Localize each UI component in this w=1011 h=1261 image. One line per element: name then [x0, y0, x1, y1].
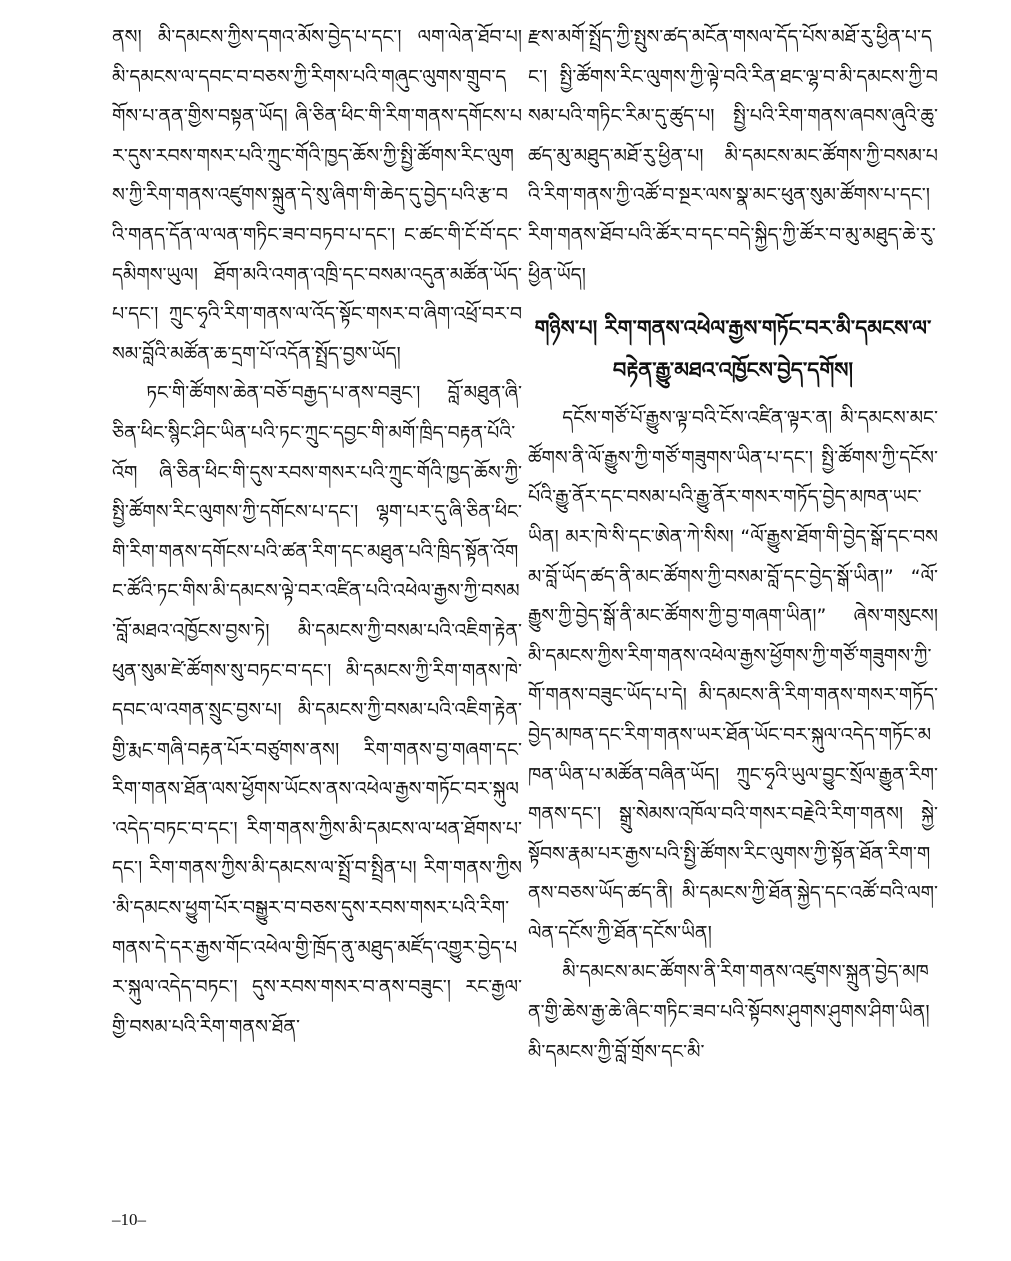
left-text-column [112, 18, 522, 1198]
body-paragraph-4: དངོས་གཙོ་པོ་རྒྱུས་ལྟ་བའི་ངོས་འཛིན་ལྟར་ན། མི་དམངས་མང་ཚོགས་ནི་ལོ་རྒྱུས་ཀྱི་གཙོ་གཟུགས་ཡིན་པ་དང་། སྤྱི་ཚོགས་ཀྱི་དངོས་པོའི་རྒྱུ་ནོར་དང་བསམ་པའི་རྒྱུ་ནོར་གསར་གཏོད་བྱེད་མཁན་ཡང་ཡིན། མར་ཁེ་སི་དང་ཨེན་ཀེ་སིས། “ལོ་རྒྱུས་ཐོག་གི་བྱེད་སྒོ་དང་བསམ་བློ་ཡོད་ཚད་ནི་མང་ཚོགས་ཀྱི་བསམ་བློ་དང་བྱེད་སྒོ་ཡིན།” “ལོ་རྒྱུས་ཀྱི་བྱེད་སྒོ་ནི་མང་ཚོགས་ཀྱི་བྱ་གཞག་ཡིན།” ཞེས་གསུངས། མི་དམངས་ཀྱིས་རིག་གནས་འཕེལ་རྒྱས་ཕྱོགས་ཀྱི་གཙོ་གཟུགས་ཀྱི་གོ་གནས་བཟུང་ཡོད་པ་དེ། མི་དམངས་ནི་རིག་གནས་གསར་གཏོད་བྱེད་མཁན་དང་རིག་གནས་ཡར་ཐོན་ཡོང་བར་སྐུལ་འདེད་གཏོང་མཁན་ཡིན་པ་མཚོན་བཞིན་ཡོད། ཀྲུང་ཧྭའི་ཡུལ་བྱུང་སྲོལ་རྒྱུན་རིག་གནས་དང་། སྒྲུ་སེམས་འཁོལ་བའི་གསར་བརྗེའི་རིག་གནས། སྐྱེ་སྟོབས་རྣམ་པར་རྒྱས་པའི་སྤྱི་ཚོགས་རིང་ལུགས་ཀྱི་སྟོན་ཐོན་རིག་གནས་བཅས་ཡོད་ཚད་ནི། མི་དམངས་ཀྱི་ཐོན་སྐྱེད་དང་འཚོ་བའི་ལག་ལེན་དངོས་ཀྱི་ཐོན་དངོས་ཡིན། [528, 407, 938, 944]
right-text-column [528, 18, 938, 1198]
body-paragraph-5: མི་དམངས་མང་ཚོགས་ནི་རིག་གནས་འཛུགས་སྐྲུན་བྱེད་མཁན་གྱི་ཆེས་རྒྱ་ཆེ་ཞིང་གཏིང་ཟབ་པའི་སྟོབས་ཤུགས་ཤུགས་ཤིག་ཡིན། མི་དམངས་ཀྱི་བློ་གྲོས་དང་མི་ [528, 961, 930, 1063]
page-number: –10– [112, 1210, 146, 1229]
body-paragraph-1: ནས། མི་དམངས་ཀྱིས་དགའ་མོས་བྱེད་པ་དང་། ལག་ལེན་ཐོབ་པ། མི་དམངས་ལ་དབང་བ་བཅས་ཀྱི་རིགས་པའི་གཞུང་ལུགས་གྲུབ་དགོས་པ་ནན་གྱིས་བསྟན་ཡོད། ཞི་ཅིན་ཕིང་གི་རིག་གནས་དགོངས་པར་དུས་རབས་གསར་པའི་ཀྲུང་གོའི་ཁྱད་ཆོས་ཀྱི་སྤྱི་ཚོགས་རིང་ལུགས་ཀྱི་རིག་གནས་འཛུགས་སྐྲུན་དེ་སུ་ཞིག་གི་ཆེད་དུ་བྱེད་པའི་རྩ་བའི་གནད་དོན་ལ་ལན་གཏིང་ཟབ་བཏབ་པ་དང་། ང་ཚང་གི་ངོ་བོ་དང་དམིགས་ཡུལ། ཐོག་མའི་འགན་འཁྲི་དང་བསམ་འདུན་མཚོན་ཡོད་པ་དང་། ཀྲུང་ཧྭའི་རིག་གནས་ལ་འོད་སྟོང་གསར་བ་ཞིག་འཕྲོ་བར་བསམ་བློའི་མཚོན་ཆ་དྲག་པོ་འདོན་སྤྲོད་བྱས་ཡོད། [112, 26, 522, 365]
body-paragraph-2: ཏང་གི་ཚོགས་ཆེན་བཅོ་བརྒྱད་པ་ནས་བཟུང་། བློ་མཐུན་ཞི་ཅིན་ཕིང་སྙིང་ཤིང་ཡིན་པའི་ཏང་ཀྲུང་དབྱང་གི་མགོ་ཁྲིད་བརྟན་པོའི་འོག ཞི་ཅིན་ཕིང་གི་དུས་རབས་གསར་པའི་ཀྲུང་གོའི་ཁྱད་ཆོས་ཀྱི་སྤྱི་ཚོགས་རིང་ལུགས་ཀྱི་དགོངས་པ་དང་། ལྷག་པར་དུ་ཞི་ཅིན་ཕིང་གི་རིག་གནས་དགོངས་པའི་ཚན་རིག་དང་མཐུན་པའི་ཁྲིད་སྟོན་འོག ང་ཚོའི་ཏང་གིས་མི་དམངས་ལྟེ་བར་འཛིན་པའི་འཕེལ་རྒྱས་ཀྱི་བསམ་བློ་མཐའ་འཁྱོངས་བྱས་ཏེ། མི་དམངས་ཀྱི་བསམ་པའི་འཇིག་རྟེན་ཕུན་སུམ་ཛེ་ཚོགས་སུ་བཏང་བ་དང་། མི་དམངས་ཀྱི་རིག་གནས་ཁེ་དབང་ལ་འགན་སྲུང་བྱས་པ། མི་དམངས་ཀྱི་བསམ་པའི་འཇིག་རྟེན་གྱི་རྨང་གཞི་བརྟན་པོར་བཙུགས་ནས། རིག་གནས་བྱ་གཞག་དང་རིག་གནས་ཐོན་ལས་ཕྱོགས་ཡོངས་ནས་འཕེལ་རྒྱས་གཏོང་བར་སྐུལ་འདེད་བཏང་བ་དང་། རིག་གནས་ཀྱིས་མི་དམངས་ལ་ཕན་ཐོགས་པ་དང་། རིག་གནས་ཀྱིས་མི་དམངས་ལ་སྤྲོ་བ་སྤྲིན་པ། རིག་གནས་ཀྱིས་མི་དམངས་ཕྱུག་པོར་བསྒྱུར་བ་བཅས་དུས་རབས་གསར་པའི་རིག་གནས་དེ་དར་རྒྱས་གོང་འཕེལ་གྱི་ཁྲོད་ནུ་མཐུད་མཛོད་འགྱུར་བྱེད་པར་སྐུལ་འདེད་བཏང་། དུས་རབས་གསར་བ་ནས་བཟུང་། རང་རྒྱལ་གྱི་བསམ་པའི་རིག་གནས་ཐོན་ [112, 382, 522, 1038]
section-heading: གཉིས་པ། རིག་གནས་འཕེལ་རྒྱས་གཏོང་བར་མི་དམངས་ལ་བརྟེན་རྒྱུ་མཐའ་འཁྱོངས་བྱེད་དགོས། [534, 316, 932, 383]
body-paragraph-3: རྫས་མགོ་སྤྲོད་ཀྱི་སྤུས་ཚད་མངོན་གསལ་དོད་པོས་མཐོ་རུ་ཕྱིན་པ་དང་། སྤྱི་ཚོགས་རིང་ལུགས་ཀྱི་ལྟེ་བའི་རིན་ཐང་ལྷ་བ་མི་དམངས་ཀྱི་བསམ་པའི་གཏིང་རིམ་དུ་ཚུད་པ། སྤྱི་པའི་རིག་གནས་ཞབས་ཞུའི་ཆུ་ཚད་མུ་མཐུད་མཐོ་རུ་ཕྱིན་པ། མི་དམངས་མང་ཚོགས་ཀྱི་བསམ་པའི་རིག་གནས་ཀྱི་འཚོ་བ་སྔར་ལས་སྣ་མང་ཕུན་སུམ་ཚོགས་པ་དང་། རིག་གནས་ཐོབ་པའི་ཚོར་བ་དང་བདེ་སྐྱིད་ཀྱི་ཚོར་བ་མུ་མཐུད་ཆེ་རུ་ཕྱིན་ཡོད། [528, 26, 938, 286]
